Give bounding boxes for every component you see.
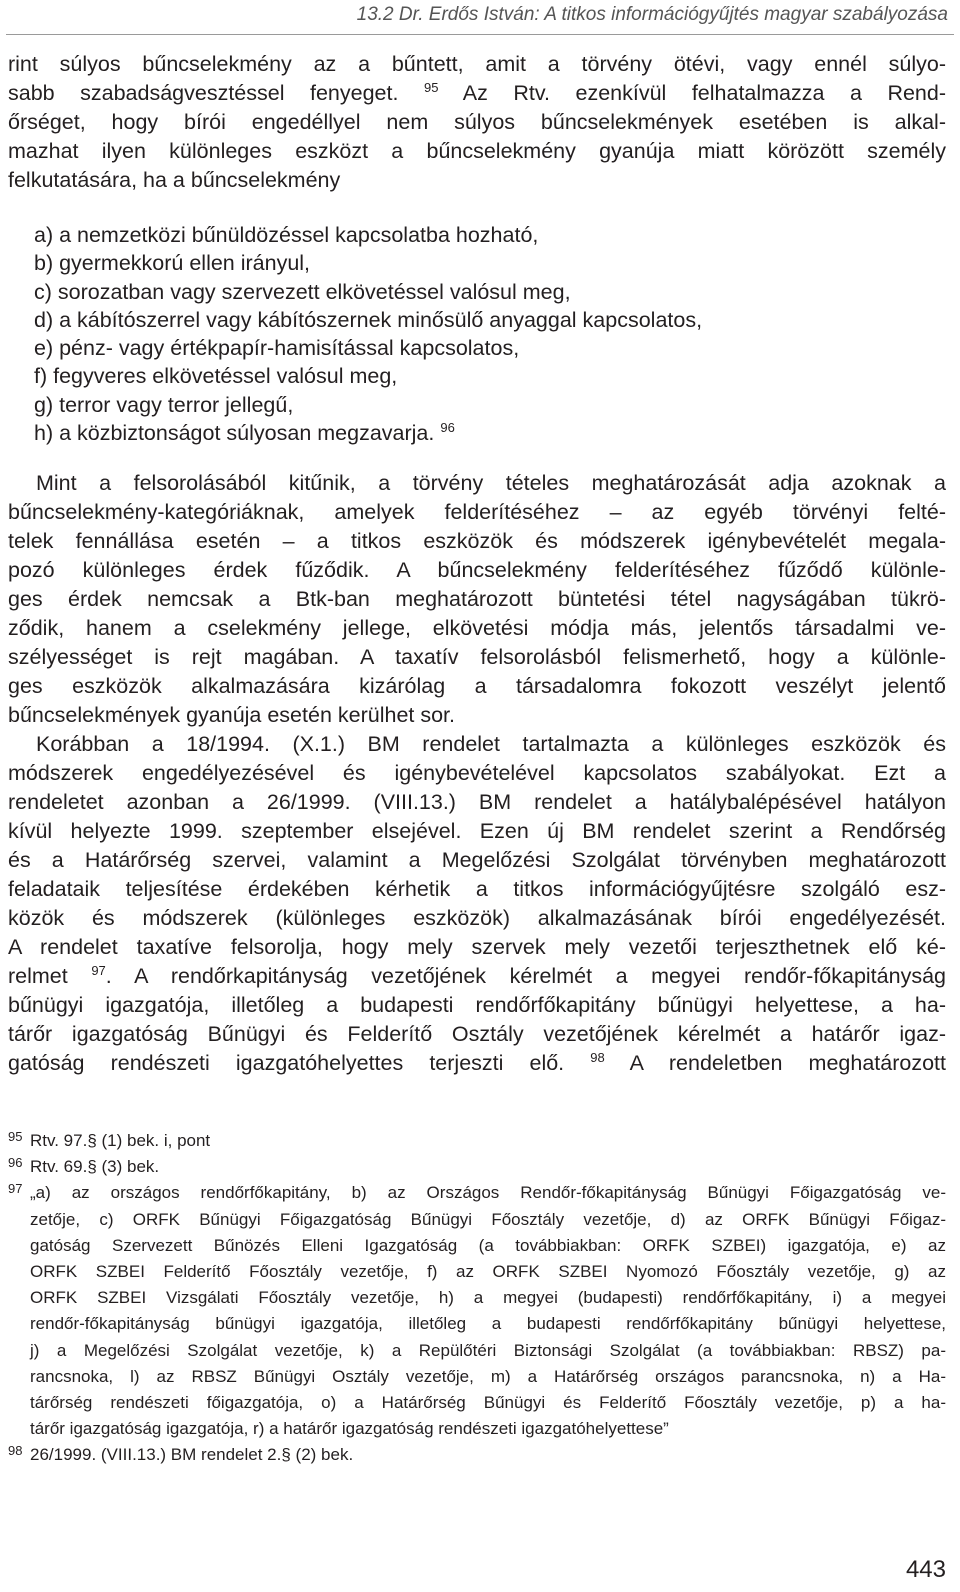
text-line: feladataik teljesítése érdekében kérhetik a titkos információgyűjtésre szolgáló esz- [8, 877, 946, 902]
footnote-ref[interactable]: 97 [91, 963, 106, 979]
footnote-text: ORFK SZBEI Felderítő Főosztály vezetője, f) az ORFK SZBEI Nyomozó Főosztály vezetője, g) az [30, 1262, 946, 1282]
text-line: rendeletet azonban a 26/1999. (VIII.13.) BM rendelet a hatálybalépésével hatályon [8, 790, 946, 815]
footnote-95 [8, 1128, 946, 1154]
text-segment: relmet [8, 964, 68, 989]
text-line: rint súlyos bűncselekmény az a bűntett, amit a törvény ötévi, vagy ennél súlyo- [8, 52, 946, 76]
text-line: szélyességet is rejt magában. A taxatív felsorolásból felismerhető, hogy a különle- [8, 645, 946, 670]
footnote-text: j) a Megelőzési Szolgálat vezetője, k) a Repülőtéri Biztonsági Szolgálat (a továbbiakban: RBSZ) pa- [30, 1340, 946, 1360]
footnote-number: 96 [8, 1155, 23, 1171]
text-line: és a Határőrség szervei, valamint a Megelőzési Szolgálat törvényben meghatározott [8, 848, 946, 873]
list-item: e) pénz- vagy értékpapír-hamisítással kapcsolatos, [34, 336, 520, 361]
text-line: pozó különleges érdek fűződik. A bűncselekmény felderítéséhez fűződő különle- [8, 558, 946, 583]
text-line: mazhat ilyen különleges eszközt a bűncselekmény gyanúja miatt körözött személy [8, 139, 946, 163]
list-item: g) terror vagy terror jellegű, [34, 392, 294, 417]
list-item [34, 419, 946, 447]
text-line: felkutatására, ha a bűncselekmény [8, 168, 341, 192]
footnote-text: rendőr-főkapitányság bűnügyi igazgatója, illetőleg a budapesti rendőrfőkapitány bűnügyi helyettese, [30, 1314, 946, 1334]
footnote-number: 97 [8, 1181, 23, 1197]
text-line: bűnügyi igazgatója, illetőleg a budapesti rendőrfőkapitány bűnügyi helyettese, a ha- [8, 993, 946, 1018]
footnote-text: rancsnoka, l) az RBSZ Bűnügyi Osztály vezetője, m) a Határőrség országos parancsnoka, n) a Ha- [30, 1366, 946, 1386]
page-number: 443 [905, 1556, 946, 1583]
text-line: A rendelet taxatíve felsorolja, hogy mely szervek mely vezetői terjeszthetnek elő ké- [8, 935, 946, 960]
footnote-ref[interactable]: 98 [590, 1050, 605, 1066]
text-line [8, 962, 946, 991]
list-item: c) sorozatban vagy szervezett elkövetéssel valósul meg, [34, 279, 571, 304]
footnote-98 [8, 1442, 946, 1468]
text-segment: Az Rtv. ezenkívül felhatalmazza a Rend- [462, 81, 946, 105]
offense-list [34, 221, 946, 447]
list-item: d) a kábítószerrel vagy kábítószernek minősülő anyaggal kapcsolatos, [34, 307, 703, 332]
main-text [8, 50, 946, 1078]
header-divider [6, 34, 954, 35]
text-segment: A rendeletben meghatározott [629, 1051, 946, 1076]
running-header: 13.2 Dr. Erdős István: A titkos információgyűjtés magyar szabályozása [356, 4, 948, 25]
footnotes [8, 1128, 946, 1469]
text-line: Korábban a 18/1994. (X.1.) BM rendelet tartalmazta a különleges eszközök és [36, 732, 946, 757]
text-segment: sabb szabadságvesztéssel fenyeget. [8, 81, 399, 105]
text-segment: gatóság rendészeti igazgatóhelyettes terjeszti elő. [8, 1051, 565, 1076]
text-line: közök és módszerek (különleges eszközök) alkalmazásának bírói engedélyezését. [8, 906, 946, 931]
footnote-text: 26/1999. (VIII.13.) BM rendelet 2.§ (2) bek. [30, 1445, 354, 1465]
text-line [8, 79, 946, 108]
text-line: ges eszközök alkalmazására kizárólag a társadalomra fokozott veszélyt jelentő [8, 674, 946, 699]
text-line: módszerek engedélyezésével és igénybevételével kapcsolatos szabályokat. Ezt a [8, 761, 946, 786]
footnote-97 [8, 1180, 946, 1442]
paragraph-decree [8, 730, 946, 1078]
text-line: telek fennállása esetén – a titkos eszközök és módszerek igénybevételét megala- [8, 529, 946, 554]
footnote-text: ORFK SZBEI Vizsgálati Főosztály vezetője, h) a megyei (budapesti) rendőrfőkapitány, i) a megyei [30, 1288, 946, 1308]
footnote-text: tárőrség rendészeti főigazgatója, o) a Határőrség Bűnügyi és Felderítő Főosztály vezetője, p) a ha- [30, 1393, 946, 1413]
text-line: kívül helyezte 1999. szeptember elsejével. Ezen új BM rendelet szerint a Rendőrség [8, 819, 946, 844]
text-line: Mint a felsorolásából kitűnik, a törvény tételes meghatározását adja azoknak a [36, 471, 946, 496]
footnote-ref[interactable]: 95 [423, 80, 439, 95]
list-item: f) fegyveres elkövetéssel valósul meg, [34, 364, 398, 389]
footnote-text: gatóság Szervezett Bűnözés Elleni Igazgatóság (a továbbiakban: ORFK SZBEI) igazgatója, e) az [30, 1235, 946, 1255]
text-line: ződik, hanem a cselekmény jellege, elkövetési módja más, jelentős társadalmi ve- [8, 616, 946, 641]
paragraph-intro [8, 50, 946, 195]
footnote-text: Rtv. 69.§ (3) bek. [30, 1157, 160, 1177]
list-item: b) gyermekkorú ellen irányul, [34, 251, 311, 276]
text-line: bűncselekmények gyanúja esetén kerülhet sor. [8, 703, 455, 728]
footnote-96 [8, 1154, 946, 1180]
text-line: tárőr igazgatóság Bűnügyi és Felderítő Osztály vezetőjének kérelmét a határőr igaz- [8, 1022, 946, 1047]
text-line: őrséget, hogy bírói engedéllyel nem súlyos bűncselekmények esetében is alkal- [8, 110, 946, 134]
text-line [8, 1049, 946, 1078]
footnote-text: zetője, c) ORFK Bűnügyi Főigazgatóság Bűnügyi Főosztály vezetője, d) az ORFK Bűnügyi Főigaz- [30, 1209, 946, 1229]
text-segment: . A rendőrkapitányság vezetőjének kérelmét a megyei rendőr-főkapitányság [105, 964, 946, 989]
footnote-number: 95 [8, 1129, 23, 1144]
text-line: bűncselekmény-kategóriáknak, amelyek felderítéséhez – az egyéb törvényi felté- [8, 500, 946, 525]
list-item: a) a nemzetközi bűnüldözéssel kapcsolatba hozható, [34, 223, 539, 247]
footnote-text: Rtv. 97.§ (1) bek. i, pont [30, 1131, 211, 1150]
text-line: ges érdek nemcsak a Btk-ban meghatározott büntetési tétel nagyságában tükrö- [8, 587, 946, 612]
footnote-number: 98 [8, 1443, 23, 1459]
list-item-text: h) a közbiztonságot súlyosan megzavarja. [34, 421, 435, 446]
paragraph-analysis [8, 469, 946, 730]
footnote-text: „a) az országos rendőrfőkapitány, b) az Országos Rendőr-főkapitányság Bűnügyi Főigazgatóság ve- [30, 1183, 946, 1203]
footnote-text: tárőr igazgatóság igazgatója, r) a határőr igazgatóság rendészeti igazgatóhelyettese” [30, 1419, 669, 1439]
footnote-ref[interactable]: 96 [440, 420, 455, 436]
